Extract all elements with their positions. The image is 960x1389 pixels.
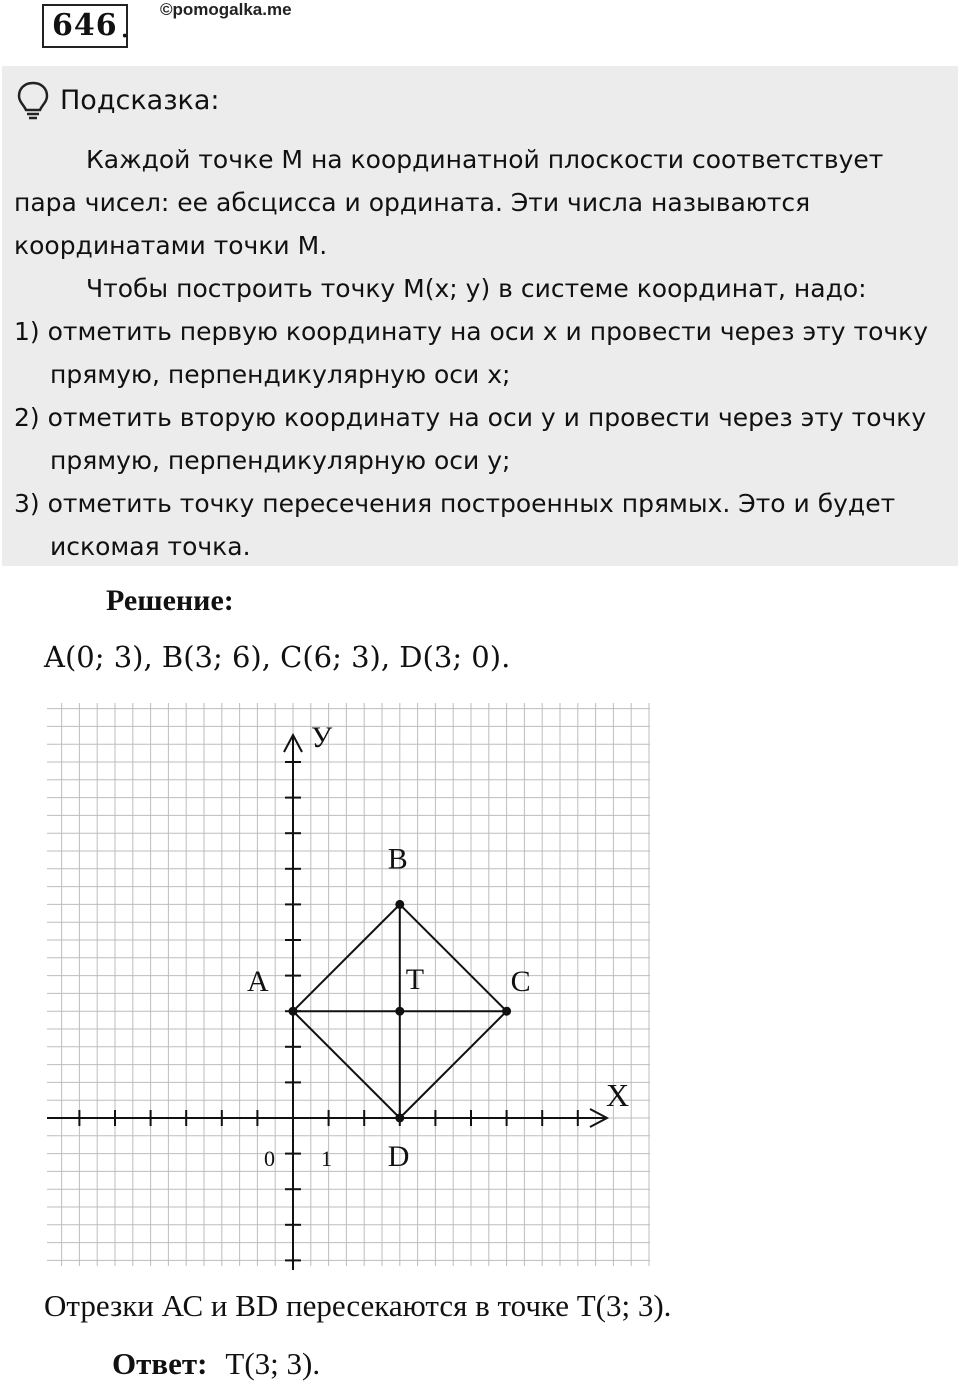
point-c bbox=[502, 1007, 511, 1016]
hint-title: Подсказка: bbox=[60, 84, 220, 116]
answer-value: T(3; 3). bbox=[225, 1346, 321, 1381]
point-label-t: T bbox=[405, 963, 425, 997]
graph-labels bbox=[247, 721, 629, 1173]
problem-number-dot: . bbox=[120, 10, 130, 45]
hint-body bbox=[14, 138, 949, 568]
answer-label: Ответ: bbox=[112, 1346, 208, 1381]
point-label-a: A bbox=[247, 965, 269, 999]
coordinate-plane bbox=[0, 690, 680, 1280]
hint-step: 2) отметить вторую координату на оси y и провести через эту точку прямую, перпендикулярную оси y; bbox=[14, 403, 927, 475]
figure bbox=[289, 900, 512, 1123]
point-label-c: C bbox=[510, 965, 531, 999]
x-axis-label: X bbox=[606, 1077, 630, 1113]
y-axis-label: У bbox=[311, 721, 333, 754]
point-a bbox=[289, 1007, 298, 1016]
point-b bbox=[395, 900, 404, 909]
point-label-d: D bbox=[387, 1140, 410, 1173]
grid bbox=[47, 703, 650, 1266]
conclusion-text: Отрезки АС и BD пересекаются в точке T(3; 3). bbox=[44, 1288, 672, 1323]
points-list: A(0; 3), B(3; 6), C(6; 3), D(3; 0). bbox=[44, 640, 511, 674]
hint-paragraph: Чтобы построить точку М(x; y) в системе координат, надо: bbox=[86, 274, 867, 303]
point-label-b: B bbox=[387, 842, 408, 876]
hint-panel bbox=[2, 66, 958, 566]
hint-header bbox=[16, 80, 220, 120]
lightbulb-icon bbox=[16, 80, 50, 120]
origin-label: 0 bbox=[264, 1146, 275, 1171]
unit-label: 1 bbox=[321, 1146, 332, 1171]
hint-step: 3) отметить точку пересечения построенных прямых. Это и будет искомая точка. bbox=[14, 489, 896, 561]
solution-title: Решение: bbox=[106, 584, 234, 617]
hint-step: 1) отметить первую координату на оси x и провести через эту точку прямую, перпендикулярную оси x; bbox=[14, 317, 929, 389]
point-d bbox=[395, 1114, 404, 1123]
point-t bbox=[395, 1007, 404, 1016]
hint-paragraph: Каждой точке М на координатной плоскости соответствует пара чисел: ее абсцисса и ордината. Эти числа называются координатами точки М. bbox=[14, 145, 884, 260]
problem-number: 646 bbox=[42, 4, 128, 48]
answer bbox=[112, 1346, 320, 1382]
watermark: ©pomogalka.me bbox=[160, 0, 292, 19]
